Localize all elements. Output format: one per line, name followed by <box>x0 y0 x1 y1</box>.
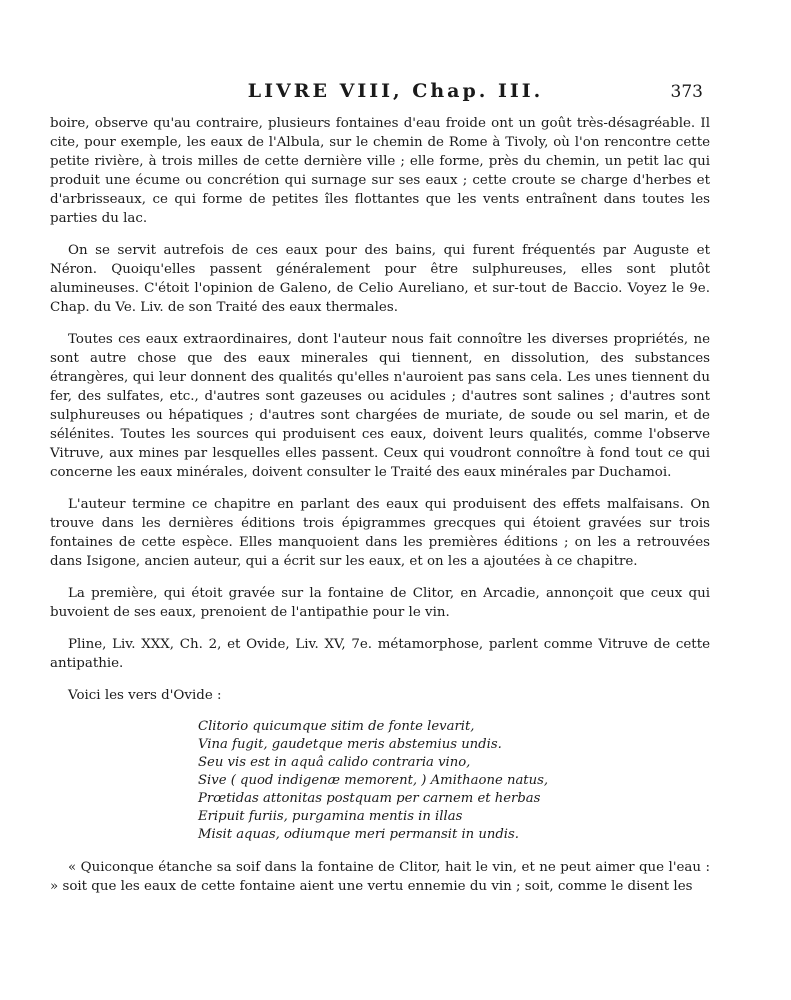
paragraph: Voici les vers d'Ovide : <box>68 688 222 703</box>
paragraph: Toutes ces eaux extraordinaires, dont l'auteur nous fait connoître les diverses propriétés, ne sont autre chose que des eaux minerales qui tiennent, en dissolution, des substances étrangères, qui leur donnent des qualités qu'elles n'auroient pas sans cela. Les unes tiennent du fer, des sulfates, etc., d'autres sont gazeuses ou acidules ; d'autres sont salines ; d'autres sont sulphureuses ou hépatiques ; d'autres sont chargées de muriate, de soude ou sel marin, et de sélénites. Toutes les sources qui produisent ces eaux, doivent leurs qualités, comme l'observe Vitruve, aux mines par lesquelles elles passent. Ceux qui voudront connoître à fond tout ce qui concerne les eaux minérales, doivent consulter le Traité des eaux minérales par Duchamoi. <box>50 332 710 480</box>
page-header <box>0 80 791 110</box>
running-head: LIVRE VIII, Chap. III. <box>247 80 544 102</box>
verse-line: Eripuit furiis, purgamina mentis in illas <box>198 809 463 824</box>
paragraph: On se servit autrefois de ces eaux pour des bains, qui furent fréquentés par Auguste et Néron. Quoiqu'elles passent généralement pour être sulphureuses, elles sont plutôt alumineuses. C'étoit l'opinion de Galeno, de Celio Aureliano, et sur-tout de Baccio. Voyez le 9e. Chap. du Ve. Liv. de son Traité des eaux thermales. <box>50 243 710 315</box>
verse-line: Sive ( quod indigenæ memorent, ) Amithaone natus, <box>198 773 549 788</box>
verse-line: Prœtidas attonitas postquam per carnem et herbas <box>198 791 541 806</box>
paragraph: La première, qui étoit gravée sur la fontaine de Clitor, en Arcadie, annonçoit que ceux qui buvoient de ses eaux, prenoient de l'antipathie pour le vin. <box>50 586 710 620</box>
ovid-verse <box>198 718 710 844</box>
page-number: 373 <box>670 82 703 102</box>
paragraph: boire, observe qu'au contraire, plusieurs fontaines d'eau froide ont un goût très-désagréable. Il cite, pour exemple, les eaux de l'Albula, sur le chemin de Rome à Tivoly, où l'on rencontre cette petite rivière, à trois milles de cette dernière ville ; elle forme, près du chemin, un petit lac qui produit une écume ou concrétion qui surnage sur ses eaux ; cette croute se charge d'herbes et d'arbrisseaux, ce qui forme de petites îles flottantes que les vents entraînent dans toutes les parties du lac. <box>50 116 710 226</box>
paragraph: Pline, Liv. XXX, Ch. 2, et Ovide, Liv. XV, 7e. métamorphose, parlent comme Vitruve de cette antipathie. <box>50 637 710 671</box>
body-text <box>50 114 710 909</box>
verse-line: Clitorio quicumque sitim de fonte levarit, <box>198 719 475 734</box>
verse-line: Seu vis est in aquâ calido contraria vino, <box>198 755 471 770</box>
closing-quote: « Quiconque étanche sa soif dans la fontaine de Clitor, hait le vin, et ne peut aimer que l'eau : » soit que les eaux de cette fontaine aient une vertu ennemie du vin ; soit, comme le disent les <box>50 860 710 894</box>
verse-line: Vina fugit, gaudetque meris abstemius undis. <box>198 737 502 752</box>
verse-line: Misit aquas, odiumque meri permansit in undis. <box>198 827 519 842</box>
paragraph: L'auteur termine ce chapitre en parlant des eaux qui produisent des effets malfaisans. On trouve dans les dernières éditions trois épigrammes grecques qui étoient gravées sur trois fontaines de cette espèce. Elles manquoient dans les premières éditions ; on les a retrouvées dans Isigone, ancien auteur, qui a écrit sur les eaux, et on les a ajoutées à ce chapitre. <box>50 497 710 569</box>
